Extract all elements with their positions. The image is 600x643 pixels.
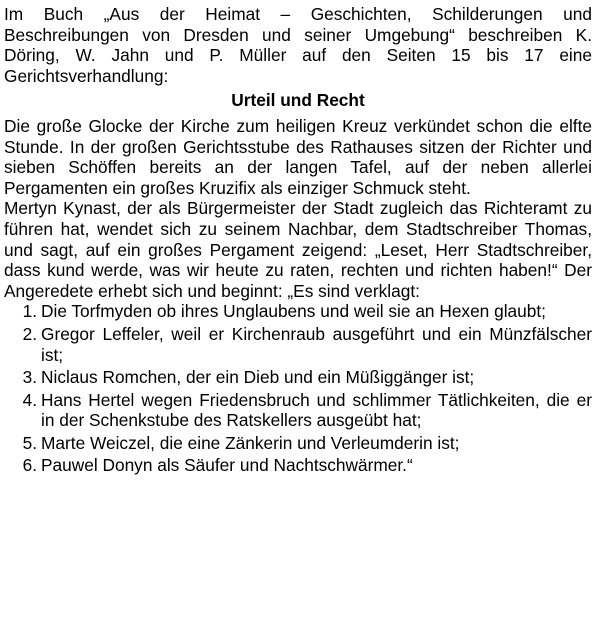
list-item (4, 301, 592, 322)
list-item-number: 1. (22, 301, 37, 322)
list-item (4, 367, 592, 388)
list-item-number: 5. (22, 432, 37, 453)
paragraph-2: Mertyn Kynast, der als Bürgermeister der Stadt zugleich das Richteramt zu führen hat, wendet sich zu seinem Nachbar, dem Stadtschreiber Thomas, und sagt, auf ein großes Pergament zeigend: „Leset, Herr Stadtschreiber, dass kund werde, was wir heute zu raten, rechten und richten haben!“ Der Angeredete erhebt sich und beginnt: „Es sind verklagt: (4, 198, 592, 301)
list-item (4, 433, 592, 454)
list-item (4, 455, 592, 476)
list-item-text: Pauwel Donyn als Säufer und Nachtschwärmer.“ (41, 455, 413, 476)
list-item-text: Die Torfmyden ob ihres Unglaubens und weil sie an Hexen glaubt; (41, 301, 546, 322)
list-item (4, 390, 592, 431)
list-item-number: 2. (22, 323, 37, 344)
list-item-number: 6. (22, 455, 37, 476)
list-item-number: 3. (22, 367, 37, 388)
intro-paragraph: Im Buch „Aus der Heimat – Geschichten, Schilderungen und Beschreibungen von Dresden und seiner Umgebung“ beschreiben K. Döring, W. Jahn und P. Müller auf den Seiten 15 bis 17 eine Gerichtsverhandlung: (4, 4, 592, 86)
accused-list (4, 301, 592, 476)
list-item (4, 324, 592, 365)
list-item-text: Hans Hertel wegen Friedensbruch und schlimmer Tätlichkeiten, die er in der Schenkstube des Ratskellers ausgeübt hat; (41, 389, 592, 431)
section-heading: Urteil und Recht (231, 90, 365, 111)
list-item-text: Marte Weiczel, die eine Zänkerin und Verleumderin ist; (41, 432, 460, 453)
list-item-text: Niclaus Romchen, der ein Dieb und ein Müßiggänger ist; (41, 367, 475, 388)
list-item-number: 4. (22, 389, 37, 410)
list-item-text: Gregor Leffeler, weil er Kirchenraub ausgeführt und ein Münzfälscher ist; (41, 323, 592, 365)
document-page (4, 4, 592, 478)
paragraph-1: Die große Glocke der Kirche zum heiligen Kreuz verkündet schon die elfte Stunde. In der großen Gerichtsstube des Rathauses sitzen der Richter und sieben Schöffen bereits an der langen Tafel, auf der neben allerlei Pergamenten ein großes Kruzifix als einziger Schmuck steht. (4, 115, 592, 198)
